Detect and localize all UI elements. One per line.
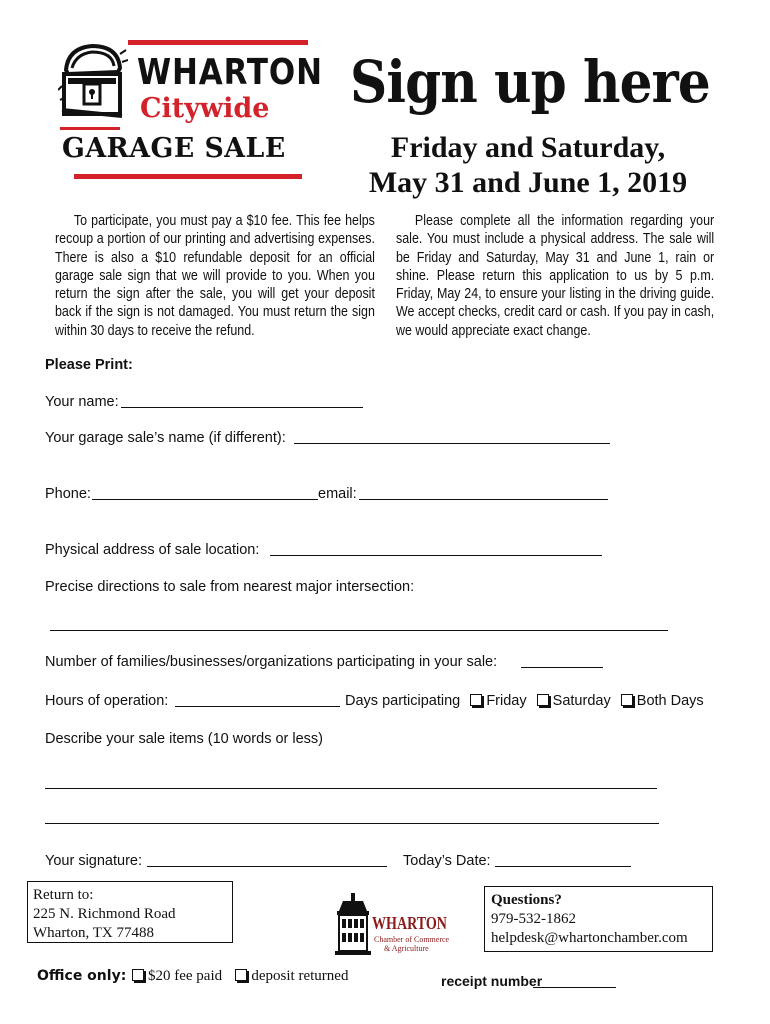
directions-field[interactable]: [50, 630, 668, 631]
describe-field-line2[interactable]: [45, 823, 659, 824]
days-participating: [345, 693, 704, 709]
intro-fee-paragraph: [55, 212, 375, 340]
logo-middle-rule: [60, 127, 120, 130]
deposit-returned-label: deposit returned: [251, 968, 349, 984]
return-street: 225 N. Richmond Road: [33, 906, 176, 922]
directions-label: Precise directions to sale from nearest major intersection:: [45, 579, 415, 595]
logo-subtitle: Citywide: [140, 93, 270, 124]
signature-field[interactable]: [147, 866, 387, 867]
questions-phone: 979-532-1862: [491, 911, 576, 927]
logo-brand: WHARTON: [137, 52, 323, 93]
friday-checkbox[interactable]: [470, 694, 482, 706]
chamber-logo-name: WHARTON: [372, 913, 447, 933]
chamber-logo-line1: Chamber of Commerce: [374, 935, 450, 944]
address-field[interactable]: [270, 555, 602, 556]
phone-field[interactable]: [92, 499, 318, 500]
chamber-logo-line2: & Agriculture: [384, 944, 429, 953]
fee-paid-label: $20 fee paid: [148, 968, 223, 984]
office-only-label: Office only:: [37, 968, 127, 984]
logo-top-rule: [128, 40, 308, 45]
receipt-number-field[interactable]: [533, 987, 616, 988]
describe-label: Describe your sale items (10 words or less): [45, 731, 324, 747]
return-to-box: [27, 881, 233, 943]
email-label: email:: [318, 486, 357, 502]
return-to-label: Return to:: [33, 887, 94, 903]
logo-title: GARAGE SALE: [62, 133, 286, 164]
days-label: Days participating: [345, 693, 461, 709]
saturday-checkbox[interactable]: [537, 694, 549, 706]
both-days-checkbox[interactable]: [621, 694, 633, 706]
date-label: Today’s Date:: [403, 853, 491, 869]
friday-option-label: Friday: [486, 693, 527, 709]
questions-email: helpdesk@whartonchamber.com: [491, 930, 688, 946]
email-field[interactable]: [359, 499, 608, 500]
address-label: Physical address of sale location:: [45, 542, 260, 558]
families-label: Number of families/businesses/organizations participating in your sale:: [45, 654, 498, 670]
deposit-returned-checkbox[interactable]: [235, 969, 247, 981]
receipt-number-label: receipt number: [441, 973, 543, 989]
your-name-field[interactable]: [121, 407, 363, 408]
phone-label: Phone:: [45, 486, 91, 502]
questions-label: Questions?: [491, 892, 562, 908]
event-dates-line2: May 31 and June 1, 2019: [368, 166, 688, 199]
intro-instructions-paragraph: [396, 212, 714, 340]
date-field[interactable]: [495, 866, 631, 867]
courthouse-icon: [333, 893, 373, 955]
saturday-option-label: Saturday: [552, 693, 611, 709]
fee-paid-checkbox[interactable]: [132, 969, 144, 981]
describe-field-line1[interactable]: [45, 788, 657, 789]
hours-label: Hours of operation:: [45, 693, 169, 709]
intro-instructions-text: Please complete all the information regarding your sale. You must include a physical address. The sale will be Friday and Saturday, May 31 and June 1, rain or shine. Please return this application to us by 5 p.m. Friday, May 24, to ensure your listing in the driving guide. We accept checks, credit card or cash. If you pay in cash, we would appreciate exact change.: [396, 213, 715, 339]
return-city: Wharton, TX 77488: [33, 925, 154, 941]
questions-box: [484, 886, 713, 952]
please-print-label: Please Print:: [45, 357, 133, 373]
both-days-option-label: Both Days: [636, 693, 704, 709]
intro-fee-text: To participate, you must pay a $10 fee. This fee helps recoup a portion of our printing and advertising expenses. There is also a $10 refundable deposit for an official garage sale sign that we will provide to you. When you return the sign after the sale, you will get your deposit back if the sign is not damaged. You must return the sign within 30 days to receive the refund.: [55, 213, 375, 339]
logo-bottom-rule: [74, 174, 302, 179]
page-headline: Sign up here: [350, 48, 710, 116]
hours-field[interactable]: [175, 706, 340, 707]
treasure-chest-icon: [58, 40, 128, 122]
families-field[interactable]: [521, 667, 603, 668]
event-dates-line1: Friday and Saturday,: [390, 131, 666, 164]
office-checkboxes: [130, 968, 348, 985]
sale-name-label: Your garage sale’s name (if different):: [45, 430, 286, 446]
your-name-label: Your name:: [45, 394, 119, 410]
signature-label: Your signature:: [45, 853, 143, 869]
sale-name-field[interactable]: [294, 443, 610, 444]
event-dates: [348, 130, 708, 200]
